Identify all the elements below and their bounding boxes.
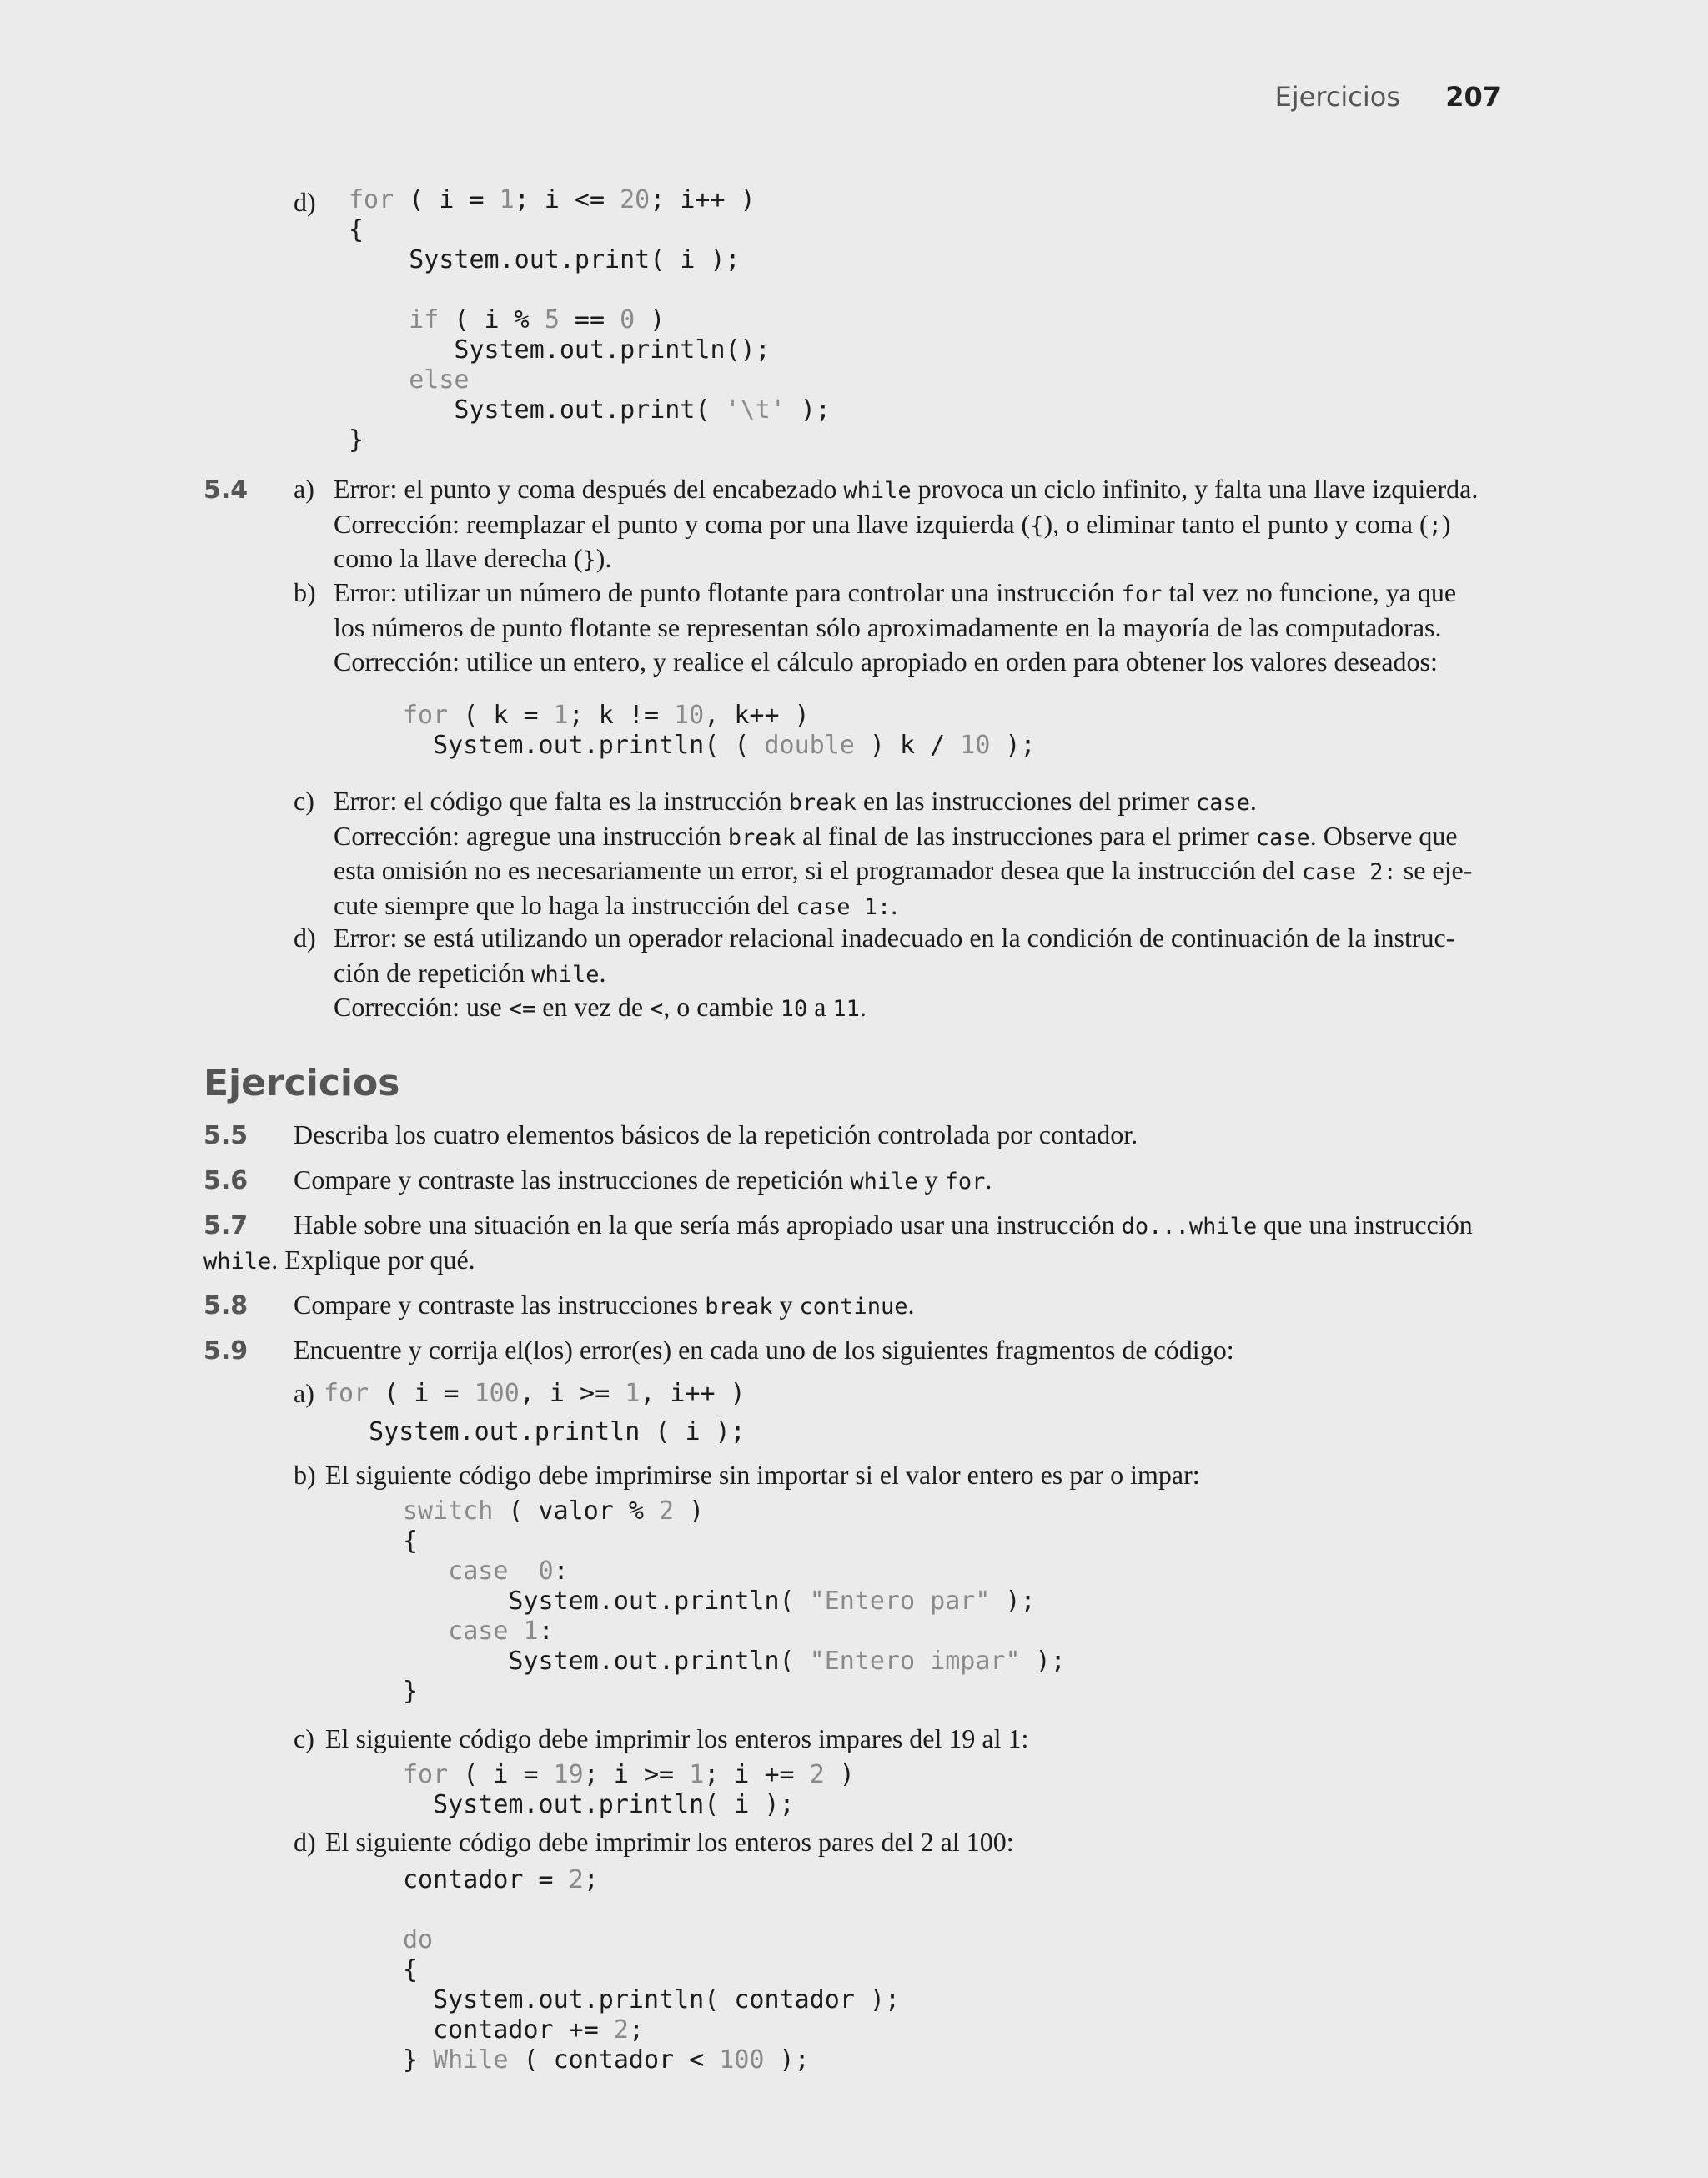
code-line: for ( k = 1; k != 10, k++ ): [403, 701, 810, 730]
text-line: Error: el punto y coma después del encabezado while provoca un ciclo infinito, y falta una llave izquierda.: [334, 474, 1479, 504]
code-line: {: [403, 1955, 419, 1984]
text-line: Error: el código que falta es la instrucción break en las instrucciones del primer case.: [334, 786, 1257, 816]
inline-code: break: [705, 1294, 773, 1320]
text-line: Error: se está utilizando un operador relacional inadecuado en la condición de continuación de la instruc-: [334, 923, 1455, 953]
inline-code: 11: [832, 996, 860, 1023]
code-keyword: 1: [625, 1379, 640, 1408]
code-keyword: '\t': [725, 395, 786, 425]
exercise-text: Encuentre y corrija el(los) error(es) en cada uno de los siguientes fragmentos de código:: [294, 1335, 1234, 1365]
text-line: Error: utilizar un número de punto flotante para controlar una instrucción for tal vez no funcione, ya que: [334, 577, 1457, 607]
inline-code: ;: [1428, 512, 1442, 539]
inline-code: while: [850, 1169, 918, 1195]
code-keyword: "Entero impar": [809, 1647, 1021, 1676]
code-line: if ( i % 5 == 0 ): [409, 305, 666, 334]
inline-code: break: [727, 824, 796, 851]
code-keyword: switch: [403, 1496, 494, 1526]
inline-code: 10: [780, 996, 808, 1023]
code-keyword: else: [409, 365, 470, 395]
code-keyword: for: [403, 701, 449, 730]
inline-code: while: [203, 1249, 272, 1275]
text-line: ción de repetición while.: [334, 957, 606, 988]
exercise-text: Hable sobre una situación en la que sería más apropiado usar una instrucción do...while que una instrucción: [294, 1210, 1473, 1240]
inline-code: {: [1030, 512, 1044, 539]
code-line: System.out.println( contador );: [403, 1985, 901, 2015]
code-line: System.out.println( ( double ) k / 10 );: [403, 731, 1036, 760]
exercise-number: 5.9: [203, 1336, 249, 1366]
code-keyword: 19: [553, 1760, 584, 1789]
inline-code: while: [531, 961, 600, 988]
code-keyword: 0: [620, 305, 635, 334]
inline-code: case 1:: [796, 893, 892, 920]
code-keyword: case: [448, 1617, 509, 1646]
answer-number: 5.4: [203, 475, 249, 505]
code-line: [403, 1895, 900, 1925]
code-keyword: 10: [674, 701, 705, 730]
inline-code: case: [1255, 824, 1310, 851]
code-keyword: 1: [523, 1617, 539, 1646]
answer-paragraph: [334, 921, 1503, 1025]
item-label: c): [294, 1723, 314, 1753]
inline-code: do...while: [1121, 1214, 1258, 1240]
code-line: for ( i = 19; i >= 1; i += 2 ): [403, 1760, 855, 1789]
code-line: [349, 275, 831, 305]
item-label: b): [294, 577, 316, 607]
code-block: [403, 1760, 855, 1820]
item-label: d): [294, 187, 316, 217]
code-keyword: double: [764, 731, 855, 760]
exercise-number: 5.7: [203, 1211, 249, 1240]
code-keyword: for: [403, 1760, 449, 1789]
code-line: {: [403, 1527, 419, 1556]
code-keyword: 100: [719, 2045, 765, 2075]
text-line: Corrección: agregue una instrucción break al final de las instrucciones para el primer case. Observe que: [334, 820, 1458, 851]
text-line: como la llave derecha (}).: [334, 543, 612, 574]
code-line: System.out.println( "Entero par" );: [403, 1587, 1036, 1616]
code-keyword: if: [409, 305, 440, 334]
code-line: System.out.println();: [349, 335, 771, 365]
code-line: System.out.print( '\t' );: [349, 395, 831, 425]
code-keyword: 10: [960, 731, 991, 760]
code-line: for ( i = 1; i <= 20; i++ ): [349, 185, 756, 214]
exercise-subtext: El siguiente código debe imprimir los enteros pares del 2 al 100:: [325, 1827, 1014, 1857]
code-block: [403, 701, 1036, 761]
code-keyword: 1: [553, 701, 569, 730]
code-keyword: 1: [689, 1760, 705, 1789]
exercise-text: Compare y contraste las instrucciones de repetición while y for.: [294, 1164, 992, 1195]
code-line: for ( i = 100, i >= 1, i++ ): [324, 1379, 746, 1408]
item-label: b): [294, 1460, 316, 1490]
running-header-section: Ejercicios: [1274, 81, 1401, 113]
answer-paragraph: [334, 472, 1503, 576]
inline-code: for: [1121, 581, 1163, 607]
exercise-subtext: El siguiente código debe imprimir los enteros impares del 19 al 1:: [325, 1723, 1029, 1753]
code-line: case 0:: [448, 1557, 569, 1586]
code-keyword: 5: [544, 305, 560, 334]
code-block: [403, 1865, 900, 2075]
code-line: System.out.print( i );: [349, 245, 741, 274]
inline-code: while: [843, 478, 912, 504]
running-header: [1275, 80, 1501, 115]
section-title: Ejercicios: [203, 1062, 400, 1104]
exercise-number: 5.8: [203, 1291, 249, 1320]
code-keyword: 2: [659, 1496, 675, 1526]
exercise-number: 5.6: [203, 1166, 249, 1195]
inline-code: break: [788, 790, 857, 816]
item-label: a): [294, 1378, 314, 1408]
text-line: Corrección: reemplazar el punto y coma por una llave izquierda ({), o eliminar tanto el punto y coma (;): [334, 508, 1451, 539]
code-keyword: case: [448, 1557, 509, 1586]
exercise-text: Describa los cuatro elementos básicos de la repetición controlada por contador.: [294, 1119, 1138, 1149]
code-line: }: [403, 1677, 419, 1706]
code-keyword: 0: [538, 1557, 554, 1586]
item-label: a): [294, 474, 314, 504]
code-keyword: 1: [499, 185, 515, 214]
code-block: [403, 1496, 1066, 1707]
code-line: System.out.println( i );: [403, 1790, 795, 1819]
item-label: d): [294, 1827, 316, 1857]
code-line: } While ( contador < 100 );: [403, 2045, 810, 2075]
code-line: contador = 2;: [403, 1865, 599, 1894]
page-number: 207: [1445, 81, 1501, 113]
code-keyword: "Entero par": [809, 1587, 991, 1616]
item-label: d): [294, 923, 316, 953]
exercise-text: Compare y contraste las instrucciones break y continue.: [294, 1290, 915, 1320]
exercise-number: 5.5: [203, 1121, 249, 1150]
text-line: cute siempre que lo haga la instrucción del case 1:.: [334, 889, 898, 920]
inline-code: <: [650, 996, 664, 1023]
inline-code: <=: [508, 996, 536, 1023]
code-keyword: 20: [620, 185, 651, 214]
code-line: {: [349, 215, 364, 244]
code-block: [349, 185, 831, 455]
text-line: Corrección: use <= en vez de <, o cambie 10 a 11.: [334, 992, 867, 1023]
code-line: case 1:: [448, 1617, 554, 1646]
text-line: Corrección: utilice un entero, y realice el cálculo apropiado en orden para obtener los valores deseados:: [334, 646, 1438, 677]
code-line: [403, 1925, 900, 1955]
answer-paragraph: [334, 784, 1503, 923]
inline-code: }: [582, 547, 596, 574]
code-line: switch ( valor % 2 ): [403, 1496, 705, 1526]
code-line: System.out.println ( i );: [324, 1417, 746, 1446]
inline-code: case 2:: [1301, 859, 1397, 886]
code-line: System.out.println( "Entero impar" );: [403, 1647, 1066, 1676]
exercise-subtext: El siguiente código debe imprimirse sin importar si el valor entero es par o impar:: [325, 1460, 1200, 1490]
exercise-text: while. Explique por qué.: [203, 1245, 475, 1275]
code-keyword: 100: [474, 1379, 520, 1408]
code-line: contador += 2;: [403, 2015, 644, 2045]
inline-code: case: [1195, 790, 1250, 816]
code-block: [324, 1375, 746, 1451]
answer-paragraph: [334, 576, 1503, 680]
code-keyword: 2: [568, 1865, 584, 1894]
inline-code: continue: [799, 1294, 908, 1320]
text-line: los números de punto flotante se representan sólo aproximadamente en la mayoría de las computadoras.: [334, 611, 1442, 642]
code-keyword: for: [349, 185, 394, 214]
code-keyword: for: [324, 1379, 369, 1408]
code-line: }: [349, 425, 364, 455]
code-keyword: 2: [613, 2015, 629, 2045]
inline-code: for: [944, 1169, 986, 1195]
code-keyword: do: [403, 1925, 434, 1954]
text-line: esta omisión no es necesariamente un error, si el programador desea que la instrucción del case 2: se eje-: [334, 855, 1473, 886]
item-label: c): [294, 786, 314, 816]
code-keyword: 2: [809, 1760, 825, 1789]
code-keyword: While: [433, 2045, 509, 2075]
code-line: [349, 365, 831, 395]
